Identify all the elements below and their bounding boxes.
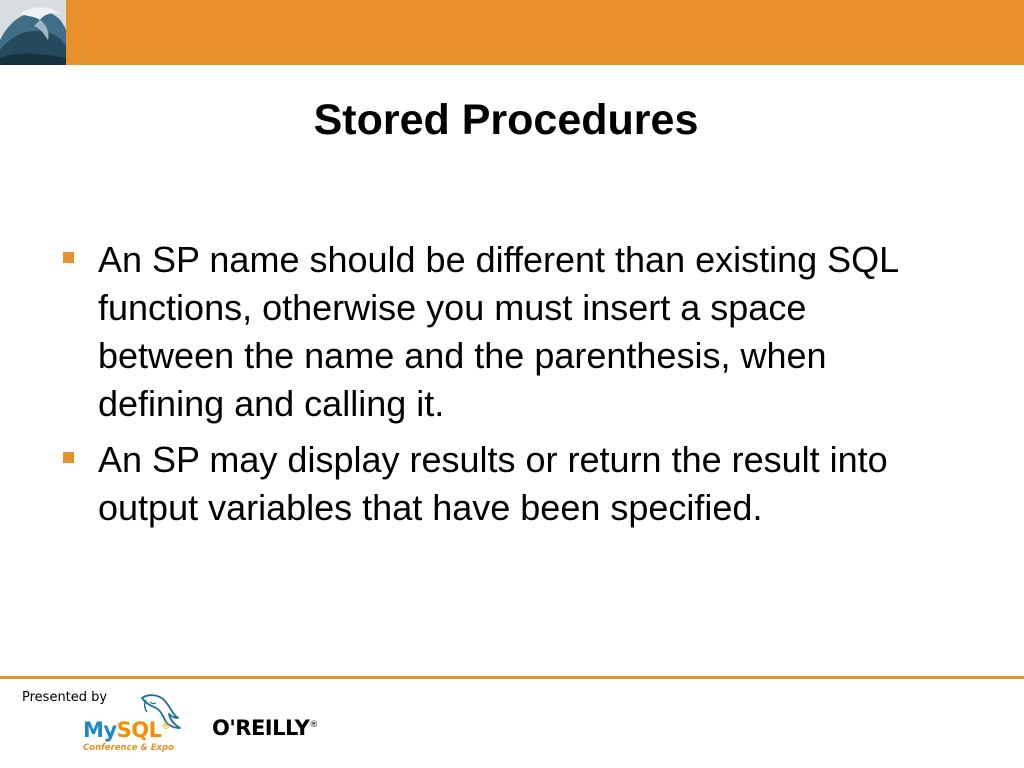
bullet-item <box>60 236 940 428</box>
oreilly-registered-mark: ® <box>309 720 318 730</box>
square-bullet-icon <box>63 252 74 263</box>
bullet-text: An SP may display results or return the result into output variables that have been specified. <box>98 439 888 528</box>
mysql-my-text: My <box>83 718 117 742</box>
oreilly-wordmark: O'REILLY <box>212 716 310 740</box>
slide-title: Stored Procedures <box>313 96 699 144</box>
mysql-wordmark <box>83 718 170 742</box>
presented-by-label: Presented by <box>22 690 108 705</box>
bullet-item <box>60 436 940 532</box>
header-bar <box>0 0 1024 65</box>
bullet-text: An SP name should be different than existing SQL functions, otherwise you must insert a space between the name and the parenthesis, when defining and calling it. <box>98 239 898 424</box>
mysql-sql-text: SQL <box>116 718 162 742</box>
square-bullet-icon <box>63 452 74 463</box>
bullet-list <box>60 236 940 540</box>
wave-image <box>0 0 66 65</box>
mysql-registered-mark: ® <box>161 722 170 732</box>
footer-divider <box>0 676 1024 679</box>
conference-expo-text: Conference & Expo <box>83 743 174 753</box>
oreilly-logo <box>212 716 318 740</box>
mysql-conference-logo <box>80 692 190 758</box>
